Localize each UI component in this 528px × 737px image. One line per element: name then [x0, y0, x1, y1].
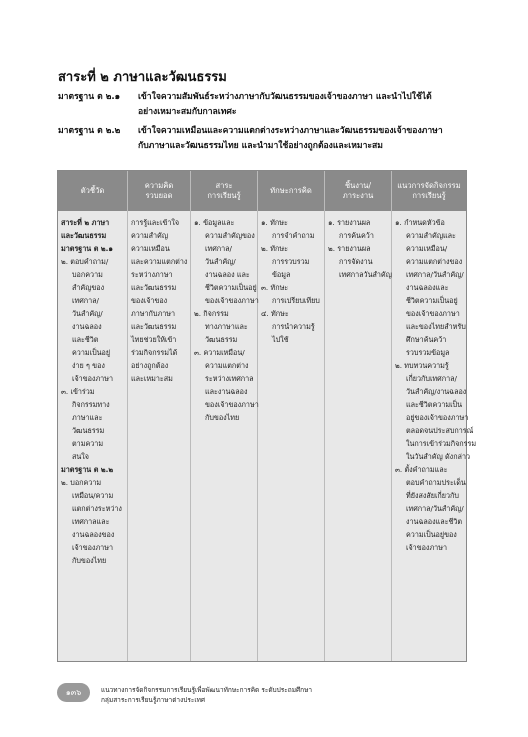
- page-number-badge: [57, 683, 90, 702]
- cell-line: ของเจ้าของภาษา: [205, 400, 259, 409]
- cell-line: แตกต่างระหว่าง: [72, 504, 122, 513]
- cell-line: ๔. ทักษะ: [261, 309, 289, 318]
- header-indicator: ตัวชี้วัด: [58, 171, 128, 211]
- table-body: [58, 211, 477, 661]
- cell-line: ความแตกต่างของ: [406, 257, 463, 266]
- cell-line: ๓. ทักษะ: [261, 283, 289, 292]
- cell-line: งานฉลอง: [72, 322, 102, 331]
- cell-line: เจ้าของภาษา: [406, 543, 447, 552]
- cell-line: การจัดงาน: [339, 257, 373, 266]
- cell-line: ของเจ้าของภาษา: [205, 296, 259, 305]
- cell-line: ภาษาและ: [72, 413, 103, 422]
- cell-line: และวัฒนธรรม: [61, 231, 107, 240]
- cell-line: ในการเข้าร่วมกิจกรรม: [406, 439, 477, 448]
- page-number: ๑๓๖: [65, 688, 82, 697]
- cell-line: ตลอดจนประสบการณ์: [406, 426, 474, 435]
- footer-line-2: กลุ่มสาระการเรียนรู้ภาษาต่างประเทศ: [101, 696, 205, 704]
- cell-line: ศึกษาค้นคว้า: [406, 335, 447, 344]
- cell-line: เหมือน/ความ: [72, 491, 114, 500]
- cell-line: เทศกาลวันสำคัญ: [339, 270, 392, 279]
- cell-line: กิจกรรมทาง: [72, 400, 110, 409]
- cell-line: ของเจ้าของ: [131, 296, 168, 305]
- cell-line: ภาษากับภาษา: [131, 309, 176, 318]
- cell-line: ชีวิตความเป็นอยู่: [205, 283, 257, 292]
- cell-line: การค้นคว้า: [339, 231, 374, 240]
- standard-text-line: เข้าใจความสัมพันธ์ระหว่างภาษากับวัฒนธรรมของเจ้าของภาษา และนำไปใช้ได้: [138, 92, 432, 102]
- cell-line: และงานฉลอง: [205, 387, 248, 396]
- cell-line: ข้อมูล: [272, 270, 291, 279]
- cell-line: สนใจ: [72, 452, 90, 461]
- curriculum-table: [57, 170, 477, 662]
- cell-line: เทศกาล/วันสำคัญ/: [406, 504, 464, 513]
- cell-line: เทศกาล/: [72, 296, 99, 305]
- cell-line: วันสำคัญ/งานฉลอง: [406, 387, 467, 396]
- header-thinking-skills: ทักษะการคิด: [258, 171, 325, 211]
- cell-line: มาตรฐาน ต ๒.๑: [61, 244, 113, 253]
- cell-line: ตามความ: [72, 439, 104, 448]
- cell-line: การรู้และเข้าใจ: [131, 218, 180, 227]
- standard-text-line: กับภาษาและวัฒนธรรมไทย และนำมาใช้อย่างถูกต้องและเหมาะสม: [138, 141, 383, 151]
- cell-line: เทศกาล/: [205, 244, 232, 253]
- cell-line: และของไทยสำหรับ: [406, 322, 466, 331]
- cell-line: วันสำคัญ/: [205, 257, 236, 266]
- cell-line: การจำคำถาม: [272, 231, 315, 240]
- cell-line: เจ้าของภาษา: [72, 543, 113, 552]
- section-title: สาระที่ ๒ ภาษาและวัฒนธรรม: [58, 70, 227, 85]
- cell-line: งานฉลองของ: [72, 530, 115, 539]
- standard-code: มาตรฐาน ต ๒.๒: [58, 126, 121, 136]
- footer-line-1: แนวทางการจัดกิจกรรมการเรียนรู้เพื่อพัฒนาทักษะการคิด ระดับประถมศึกษา: [101, 686, 312, 694]
- standard-text: [138, 90, 528, 120]
- cell-line: ๑. รายงานผล: [328, 218, 371, 227]
- cell-line: ๒. บอกความ: [61, 478, 102, 487]
- cell-line: ระหว่างภาษา: [131, 270, 173, 279]
- cell-line: ความสำคัญของ: [205, 231, 255, 240]
- cell-line: ความเป็นอยู่: [72, 348, 111, 357]
- standard-text-line: เข้าใจความเหมือนและความแตกต่างระหว่างภาษาและวัฒนธรรมของเจ้าของภาษา: [138, 126, 443, 136]
- cell-line: และชีวิตความเป็น: [406, 400, 463, 409]
- cell-line: มาตรฐาน ต ๒.๒: [61, 465, 114, 474]
- cell-line: และวัฒนธรรม: [131, 283, 177, 292]
- cell-line: สาระที่ ๒ ภาษา: [61, 218, 110, 227]
- cell-line: เกี่ยวกับเทศกาล/: [406, 374, 457, 383]
- cell-line: ความสำคัญ: [131, 231, 168, 240]
- cell-line: การนำความรู้: [272, 322, 315, 331]
- cell-thinking-skills: [258, 211, 325, 661]
- cell-line: ๓. เข้าร่วม: [61, 387, 95, 396]
- standard-code: มาตรฐาน ต ๒.๑: [58, 92, 121, 102]
- cell-line: การรวบรวม: [272, 257, 310, 266]
- cell-line: วัฒนธรรม: [205, 335, 238, 344]
- cell-line: เจ้าของภาษา: [72, 374, 113, 383]
- cell-line: ร่วมกิจกรรมได้: [131, 348, 178, 357]
- cell-line: ความเหมือน/: [406, 244, 448, 253]
- standard-text: [138, 124, 528, 154]
- cell-concept: [128, 211, 191, 661]
- cell-line: ๒. ทบทวนความรู้: [395, 361, 449, 370]
- cell-line: ง่าย ๆ ของ: [72, 361, 105, 370]
- cell-line: ๒. รายงานผล: [328, 244, 371, 253]
- header-activities: แนวการจัดกิจกรรม การเรียนรู้: [397, 181, 461, 200]
- standard-1: [58, 90, 432, 117]
- cell-line: ระหว่างเทศกาล: [205, 374, 254, 383]
- cell-line: ชีวิตความเป็นอยู่: [406, 296, 458, 305]
- cell-line: และชีวิต: [72, 335, 99, 344]
- cell-activities: [392, 211, 477, 661]
- table-header: [58, 171, 466, 211]
- standard-2: [58, 124, 443, 151]
- cell-line: ตอบคำถามประเด็น: [406, 478, 466, 487]
- cell-line: งานฉลองและชีวิต: [406, 517, 463, 526]
- cell-line: ๓. ความเหมือน/: [194, 348, 245, 357]
- cell-line: ทางภาษาและ: [205, 322, 248, 331]
- cell-line: ๒. ทักษะ: [261, 244, 288, 253]
- cell-line: เทศกาล/วันสำคัญ/: [406, 270, 464, 279]
- cell-line: ไปใช้: [272, 335, 289, 344]
- cell-line: กับของไทย: [205, 413, 240, 422]
- cell-line: ความสำคัญและ: [406, 231, 456, 240]
- cell-line: ๑. กำหนดหัวข้อ: [395, 218, 445, 227]
- header-concept: ความคิด รวบยอด: [128, 171, 191, 211]
- cell-line: อยู่ของเจ้าของภาษา: [406, 413, 469, 422]
- cell-line: กับของไทย: [72, 556, 107, 565]
- cell-line: ไทยช่วยให้เข้า: [131, 335, 177, 344]
- cell-line: การเปรียบเทียบ: [272, 296, 320, 305]
- cell-line: ๑. ทักษะ: [261, 218, 288, 227]
- cell-line: และวัฒนธรรม: [131, 322, 177, 331]
- cell-line: ความเป็นอยู่ของ: [406, 530, 457, 539]
- cell-content: [191, 211, 258, 661]
- cell-line: ของเจ้าของภาษา: [406, 309, 460, 318]
- cell-line: ๑. ข้อมูลและ: [194, 218, 235, 227]
- cell-line: ในวันสำคัญ ดังกล่าว: [406, 452, 471, 461]
- cell-line: บอกความ: [72, 270, 103, 279]
- cell-line: ๒. กิจกรรม: [194, 309, 229, 318]
- header-tasks: ชิ้นงาน/ ภาระงาน: [325, 171, 392, 211]
- cell-line: ๓. ตั้งคำถามและ: [395, 465, 448, 474]
- cell-tasks: [325, 211, 392, 661]
- cell-line: ความแตกต่าง: [205, 361, 249, 370]
- cell-line: ความเหมือน: [131, 244, 170, 253]
- cell-line: รวบรวมข้อมูล: [406, 348, 450, 357]
- cell-line: วัฒนธรรม: [72, 426, 105, 435]
- header-content: สาระ การเรียนรู้: [191, 171, 258, 211]
- cell-line: งานฉลองและ: [406, 283, 449, 292]
- cell-line: และความแตกต่าง: [131, 257, 188, 266]
- cell-line: และเหมาะสม: [131, 374, 173, 383]
- cell-line: วันสำคัญ/: [72, 309, 103, 318]
- cell-line: เทศกาลและ: [72, 517, 110, 526]
- cell-line: ๒. ตอบคำถาม/: [61, 257, 109, 266]
- cell-line: งานฉลอง และ: [205, 270, 250, 279]
- cell-line: สำคัญของ: [72, 283, 105, 292]
- cell-line: ที่ยังสงสัยเกี่ยวกับ: [406, 491, 459, 500]
- standard-text-line: อย่างเหมาะสมกับกาลเทศะ: [138, 107, 237, 117]
- cell-line: อย่างถูกต้อง: [131, 361, 169, 370]
- cell-indicators: [58, 211, 128, 661]
